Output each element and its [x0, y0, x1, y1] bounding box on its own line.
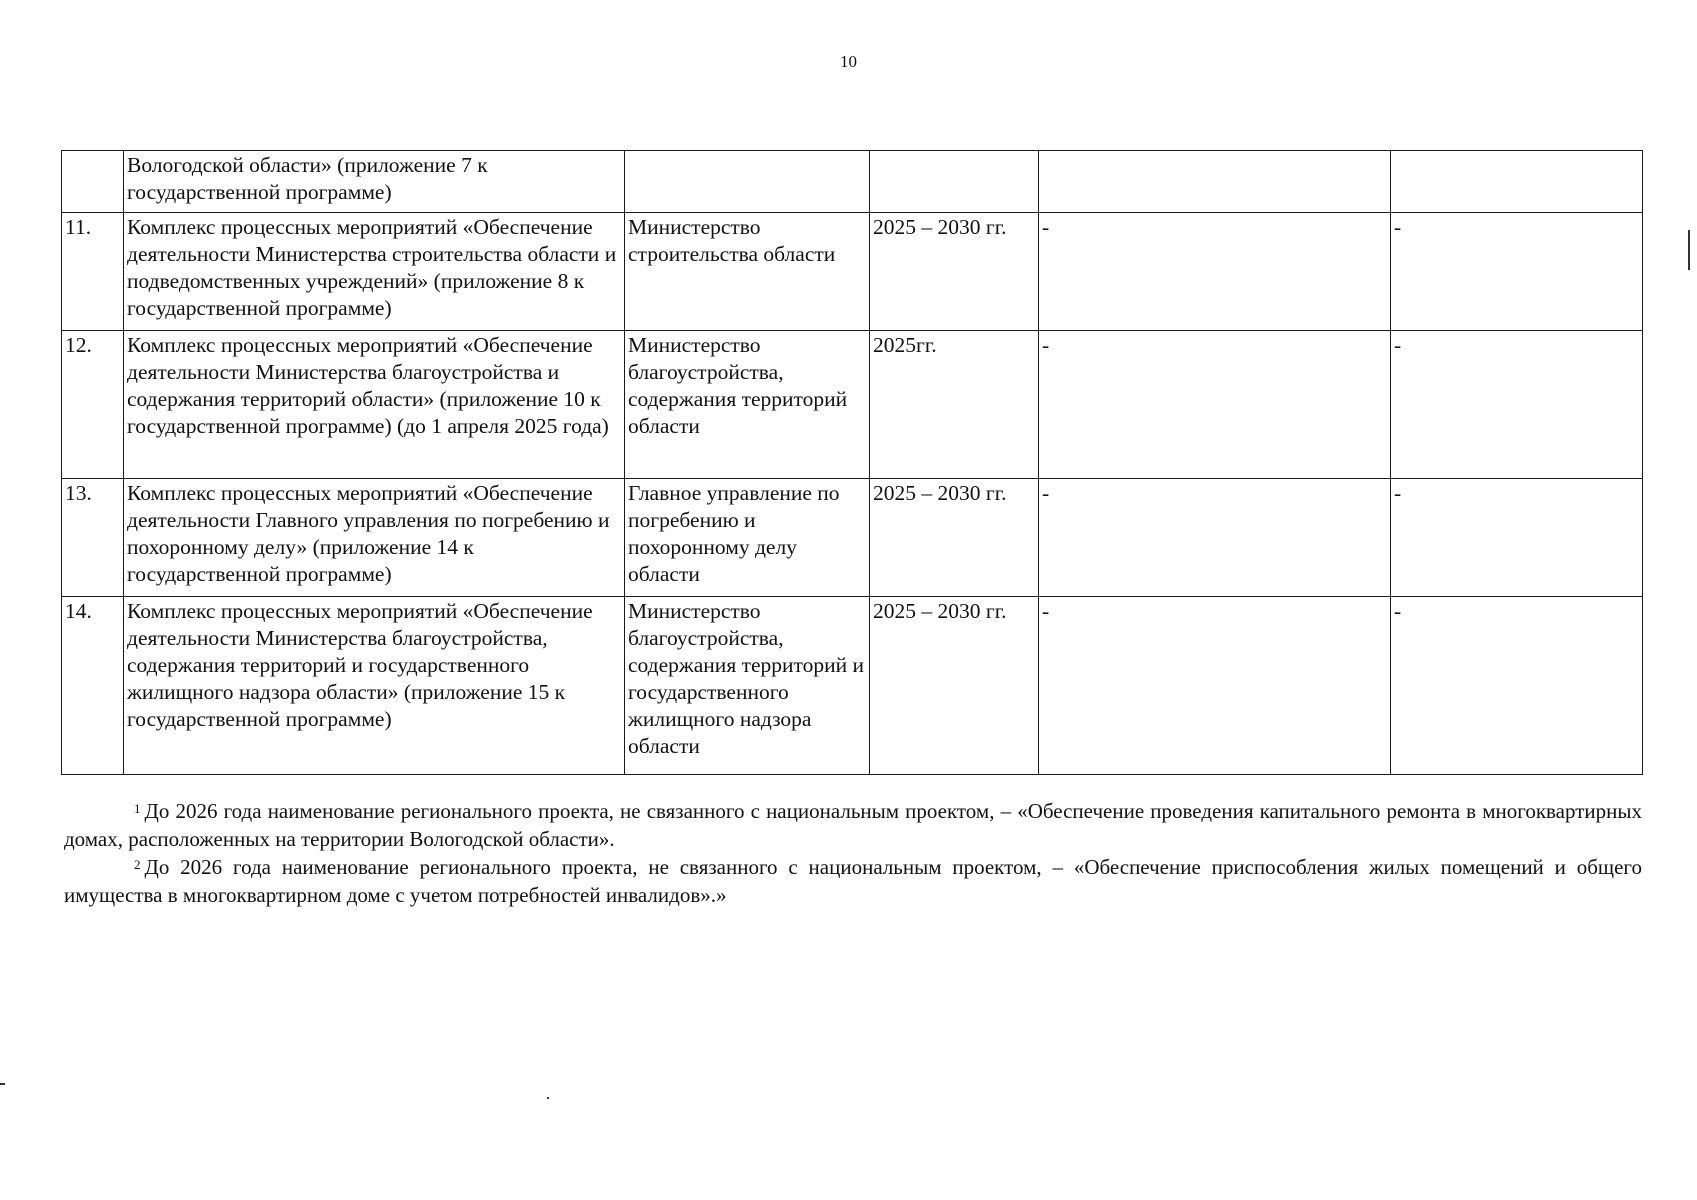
- footnote-mark: 1: [134, 801, 141, 816]
- footnote: [64, 853, 1642, 909]
- period-cell: [870, 151, 1039, 213]
- activity-name-cell: Комплекс процессных мероприятий «Обеспечение деятельности Министерства благоустройства, содержания территорий и государственного жилищного надзора области» (приложение 15 к государственной программе): [124, 597, 625, 775]
- column-5-cell: -: [1039, 331, 1391, 479]
- row-number-cell: 12.: [62, 331, 124, 479]
- column-5-cell: -: [1039, 479, 1391, 597]
- column-6-cell: -: [1391, 213, 1643, 331]
- responsible-cell: Главное управление по погребению и похоронному делу области: [625, 479, 870, 597]
- page-number: 10: [840, 52, 857, 71]
- footnote-mark: 2: [134, 857, 141, 872]
- table-row: [62, 479, 1643, 597]
- column-5-cell: -: [1039, 213, 1391, 331]
- footnote: [64, 797, 1642, 853]
- responsible-cell: Министерство благоустройства, содержания территорий и государственного жилищного надзора области: [625, 597, 870, 775]
- responsible-cell: [625, 151, 870, 213]
- footnote-text: До 2026 года наименование регионального проекта, не связанного с национальным проектом, – «Обеспечение проведения капитального ремонта в многоквартирных домах, расположенных на территории Вологодской области».: [64, 799, 1642, 851]
- column-6-cell: [1391, 151, 1643, 213]
- period-cell: 2025 – 2030 гг.: [870, 213, 1039, 331]
- row-number-cell: 11.: [62, 213, 124, 331]
- table-row: [62, 331, 1643, 479]
- column-6-cell: -: [1391, 331, 1643, 479]
- row-number-cell: 14.: [62, 597, 124, 775]
- footnotes: [64, 797, 1642, 909]
- period-cell: 2025 – 2030 гг.: [870, 597, 1039, 775]
- column-5-cell: -: [1039, 597, 1391, 775]
- footnote-text: До 2026 года наименование регионального проекта, не связанного с национальным проектом, – «Обеспечение приспособления жилых помещений и общего имущества в многоквартирном доме с учетом потребностей инвалидов».»: [64, 855, 1642, 907]
- scan-mark: [0, 1083, 5, 1085]
- table-row: [62, 151, 1643, 213]
- period-cell: 2025гг.: [870, 331, 1039, 479]
- scan-mark: [1688, 230, 1690, 270]
- table-row: [62, 213, 1643, 331]
- scan-dot: [547, 1097, 549, 1099]
- column-6-cell: -: [1391, 479, 1643, 597]
- row-number-cell: 13.: [62, 479, 124, 597]
- responsible-cell: Министерство благоустройства, содержания территорий области: [625, 331, 870, 479]
- activity-name-cell: Комплекс процессных мероприятий «Обеспечение деятельности Министерства благоустройства и содержания территорий области» (приложение 10 к государственной программе) (до 1 апреля 2025 года): [124, 331, 625, 479]
- period-cell: 2025 – 2030 гг.: [870, 479, 1039, 597]
- table-row: [62, 597, 1643, 775]
- responsible-cell: Министерство строительства области: [625, 213, 870, 331]
- activity-name-cell: Комплекс процессных мероприятий «Обеспечение деятельности Главного управления по погребению и похоронному делу» (приложение 14 к государственной программе): [124, 479, 625, 597]
- activity-name-cell: Вологодской области» (приложение 7 к государственной программе): [124, 151, 625, 213]
- column-5-cell: [1039, 151, 1391, 213]
- program-table: [61, 150, 1643, 775]
- column-6-cell: -: [1391, 597, 1643, 775]
- row-number-cell: [62, 151, 124, 213]
- activity-name-cell: Комплекс процессных мероприятий «Обеспечение деятельности Министерства строительства области и подведомственных учреждений» (приложение 8 к государственной программе): [124, 213, 625, 331]
